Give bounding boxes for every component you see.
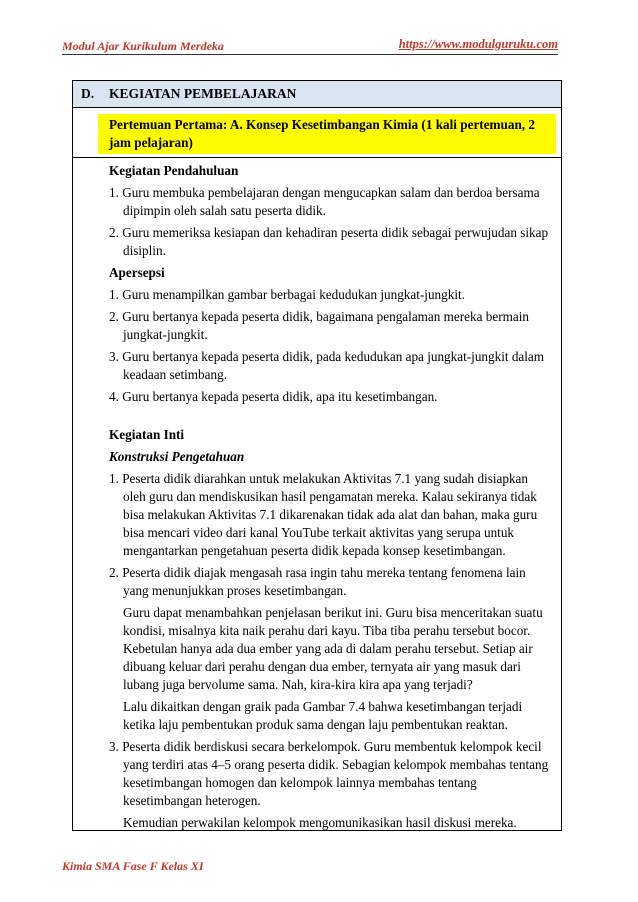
list-item: 2. Guru bertanya kepada peserta didik, bagaimana pengalaman mereka bermain jungkat-jungkit. — [109, 309, 529, 342]
inti-heading: Kegiatan Inti — [109, 427, 185, 442]
pendahuluan-heading: Kegiatan Pendahuluan — [109, 163, 239, 178]
section-heading — [73, 81, 561, 108]
spacer — [109, 406, 551, 422]
apersepsi-heading: Apersepsi — [109, 265, 165, 280]
meeting-line-2: jam pelajaran) — [109, 135, 193, 150]
section-letter: D. — [81, 86, 95, 101]
header-module-title: Modul Ajar Kurikulum Merdeka — [62, 39, 224, 53]
section-title: KEGIATAN PEMBELAJARAN — [109, 86, 297, 101]
list-item: 3. Guru bertanya kepada peserta didik, pada kedudukan apa jungkat-jungkit dalam keadaan setimbang. — [109, 349, 545, 382]
meeting-line-1: Pertemuan Pertama: A. Konsep Kesetimbangan Kimia (1 kali pertemuan, 2 — [109, 117, 535, 132]
list-item: 1. Peserta didik diarahkan untuk melakukan Aktivitas 7.1 yang sudah disiapkan oleh guru dan mendiskusikan hasil pengamatan mereka. Kalau sekiranya tidak bisa melakukan Aktivitas 7.1 dikarenakan tidak ada alat dan bahan, maka guru bisa mencari video dari kanal YouTube terkait aktivitas yang serupa untuk mengantarkan pengetahuan peserta didik kepada konsep kesetimbangan. — [109, 471, 538, 558]
list-item: 1. Guru membuka pembelajaran dengan mengucapkan salam dan berdoa bersama dipimpin oleh salah satu peserta didik. — [109, 185, 540, 218]
paragraph: Lalu dikaitkan dengan graik pada Gambar 7.4 bahwa kesetimbangan terjadi ketika laju pembentukan produk sama dengan laju pembentukan reaktan. — [123, 699, 523, 732]
list-item: 2. Guru memeriksa kesiapan dan kehadiran peserta didik sebagai perwujudan sikap disiplin. — [109, 225, 549, 258]
meeting-divider — [73, 157, 561, 158]
paragraph: Guru dapat menambahkan penjelasan berikut ini. Guru bisa menceritakan suatu kondisi, misalnya kita naik perahu dari kayu. Tiba tiba perahu tersebut bocor. Kebetulan hanya ada dua ember yang ada di dalam perahu tersebut. Setiap air dibuang keluar dari perahu dengan dua ember, ternyata air yang masuk dari lubang juga bervolume sama. Nah, kira-kira kira apa yang terjadi? — [123, 605, 543, 692]
header-website-link[interactable]: https://www.modulguruku.com — [398, 37, 558, 51]
meeting-banner — [98, 114, 556, 154]
paragraph: Kemudian perwakilan kelompok mengomunikasikan hasil diskusi mereka. — [123, 815, 517, 830]
learning-activities-box — [72, 80, 562, 831]
footer-course-label: Kimia SMA Fase F Kelas XI — [62, 859, 204, 873]
list-item: 1. Guru menampilkan gambar berbagai kedudukan jungkat-jungkit. — [109, 287, 465, 302]
list-item: 4. Guru bertanya kepada peserta didik, apa itu kesetimbangan. — [109, 389, 438, 404]
list-item: 3. Peserta didik berdiskusi secara berkelompok. Guru membentuk kelompok kecil yang terdiri atas 4–5 orang peserta didik. Sebagian kelompok membahas tentang kesetimbangan homogen dan kelompok lainnya membahas tentang kesetimbangan heterogen. — [109, 739, 549, 808]
activity-content — [73, 162, 561, 831]
list-item: 2. Peserta didik diajak mengasah rasa ingin tahu mereka tentang fenomena lain yang menunjukkan proses kesetimbangan. — [109, 565, 526, 598]
konstruksi-heading: Konstruksi Pengetahuan — [109, 449, 245, 464]
header-divider — [62, 54, 558, 55]
